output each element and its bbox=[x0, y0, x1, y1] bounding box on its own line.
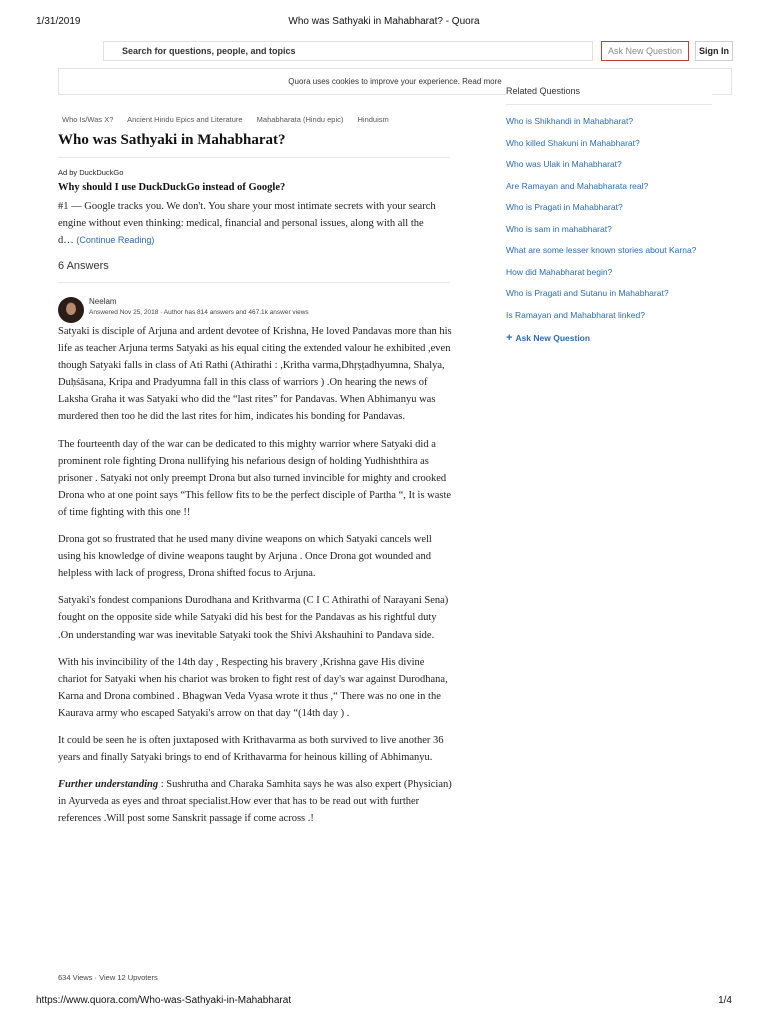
further-understanding-label: Further understanding bbox=[58, 779, 159, 791]
print-url: https://www.quora.com/Who-was-Sathyaki-in-Mahabharat bbox=[36, 995, 292, 1006]
topic-link[interactable]: Mahabharata (Hindu epic) bbox=[256, 115, 344, 124]
top-bar bbox=[103, 41, 733, 61]
further-understanding-text: : Sushrutha and Charaka Samhita says he was also expert (Physician) in Ayurveda as eyes and throat specialist.How ever that has to be read out with further references .Will post some Sanskrit passage if come across .! bbox=[58, 779, 452, 825]
answer-meta: Answered Nov 25, 2018 · Author has 814 answers and 467.1k answer views bbox=[89, 309, 309, 316]
cookie-notice[interactable]: Quora uses cookies to improve your experience. Read more bbox=[58, 68, 732, 95]
related-question-link[interactable]: What are some lesser known stories about Karna? bbox=[506, 245, 697, 255]
sign-in-button[interactable]: Sign In bbox=[695, 41, 733, 61]
ask-new-question-button[interactable]: Ask New Question bbox=[601, 41, 689, 61]
related-question-link[interactable]: Are Ramayan and Mahabharata real? bbox=[506, 180, 649, 191]
answer-body bbox=[58, 323, 452, 837]
page-number: 1/4 bbox=[718, 995, 732, 1006]
answer-paragraph: The fourteenth day of the war can be dedicated to this mighty warrior where Satyaki did a prominent role fighting Drona nullifying his nefarious design of holding Yudhishthira as prisoner . Satyaki not only preempt Drona but also turned invincible for mighty and crooked Drona who at one point says “This fellow fits to be the perfect disciple of Partha “, It is waste of time fighting with this one !! bbox=[58, 438, 452, 518]
avatar[interactable] bbox=[58, 297, 84, 323]
ad-body bbox=[58, 198, 438, 249]
print-date: 1/31/2019 bbox=[36, 16, 81, 27]
answer-paragraph: Satyaki's fondest companions Durodhana and Krithvarma (C I C Athirathi of Narayani Sena) fought on the opposite side while Satyaki did his best for the Pandavas as his rightful duty .On understanding war was inevitable Satyaki took the Shivi Akshauhini to Pandava side. bbox=[58, 595, 449, 641]
topic-list bbox=[62, 115, 401, 124]
answer-paragraph-further bbox=[58, 776, 452, 827]
topic-link[interactable]: Who Is/Was X? bbox=[62, 115, 114, 124]
related-heading: Related Questions bbox=[506, 86, 712, 105]
topic-link[interactable]: Hinduism bbox=[357, 115, 389, 124]
related-question-link[interactable]: Who is sam in mahabharat? bbox=[506, 223, 612, 234]
print-title: Who was Sathyaki in Mahabharat? - Quora bbox=[288, 16, 480, 27]
related-question-link[interactable]: Who killed Shakuni in Mahabharat? bbox=[506, 137, 640, 148]
related-question-link[interactable]: How did Mahabharat begin? bbox=[506, 266, 613, 277]
related-questions bbox=[506, 86, 712, 344]
divider bbox=[58, 157, 450, 158]
related-ask-question-link[interactable] bbox=[506, 332, 712, 344]
answer-paragraph: Satyaki is disciple of Arjuna and ardent devotee of Krishna, He loved Pandavas more than his life as teacher Arjuna terms Satyaki as his equal citing the extended valour he exhibited ,even though Satyaki falls in class of Ati Rathi (Athirathi : ,Kritha varma,Dhṛṣṭadhyumna, Shalya, Duḥśāsana, Kripa and Pradyumna fall in this class of warriors ) .On hearing the news of Laksha Graha it was Satyaki who did the “last rites” for Pandavas. When Abhimanyu was murdered then too he did the last rites for him, indicates his bonding for Pandavas. bbox=[58, 326, 452, 423]
related-list bbox=[506, 115, 712, 330]
search-input[interactable]: Search for questions, people, and topics bbox=[103, 41, 593, 61]
related-question-link[interactable]: Who is Shikhandi in Mahabharat? bbox=[506, 116, 634, 126]
print-header bbox=[36, 16, 732, 30]
related-question-link[interactable]: Who is Pragati in Mahabharat? bbox=[506, 202, 623, 212]
views-upvoters[interactable]: 634 Views · View 12 Upvoters bbox=[58, 973, 158, 982]
print-footer bbox=[36, 995, 732, 1009]
continue-reading-link[interactable]: (Continue Reading) bbox=[76, 235, 155, 245]
ad-title[interactable]: Why should I use DuckDuckGo instead of Google? bbox=[58, 182, 286, 193]
ad-attribution: Ad by DuckDuckGo bbox=[58, 168, 124, 177]
divider bbox=[58, 282, 450, 283]
topic-link[interactable]: Ancient Hindu Epics and Literature bbox=[127, 115, 243, 124]
ad-body-text: #1 — Google tracks you. We don't. You share your most intimate secrets with your search engine without even thinking: medical, financial and personal issues, along with all the d… bbox=[58, 201, 436, 246]
author-name[interactable]: Neelam bbox=[89, 297, 117, 306]
answers-count: 6 Answers bbox=[58, 260, 109, 272]
plus-icon: + bbox=[506, 332, 513, 344]
related-question-link[interactable]: Who is Pragati and Sutanu in Mahabharat? bbox=[506, 288, 669, 298]
question-title: Who was Sathyaki in Mahabharat? bbox=[58, 132, 286, 148]
answer-paragraph: With his invincibility of the 14th day , Respecting his bravery ,Krishna gave His divine chariot for Satyaki when his chariot was broken to fight rest of day's war against Durodhana, Karna and Drona combined . Bhagwan Veda Vyasa wrote it thus ,“ There was no one in the Kaurava army who escaped Satyaki's arrow on that day “(14th day ) . bbox=[58, 656, 448, 719]
answer-paragraph: Drona got so frustrated that he used many divine weapons on which Satyaki cancels well using his knowledge of divine weapons taught by Arjuna . Once Drona got wounded and helpless with lack of progress, Drona shifted focus to Arjuna. bbox=[58, 534, 432, 580]
related-question-link[interactable]: Is Ramayan and Mahabharat linked? bbox=[506, 309, 645, 320]
related-question-link[interactable]: Who was Ulak in Mahabharat? bbox=[506, 159, 622, 169]
answer-paragraph: It could be seen he is often juxtaposed with Krithavarma as both survived to live another 36 years and finally Satyaki brings to end of Krithavarma for heinous killing of Abhimanyu. bbox=[58, 734, 444, 764]
related-ask-label: Ask New Question bbox=[515, 333, 591, 343]
